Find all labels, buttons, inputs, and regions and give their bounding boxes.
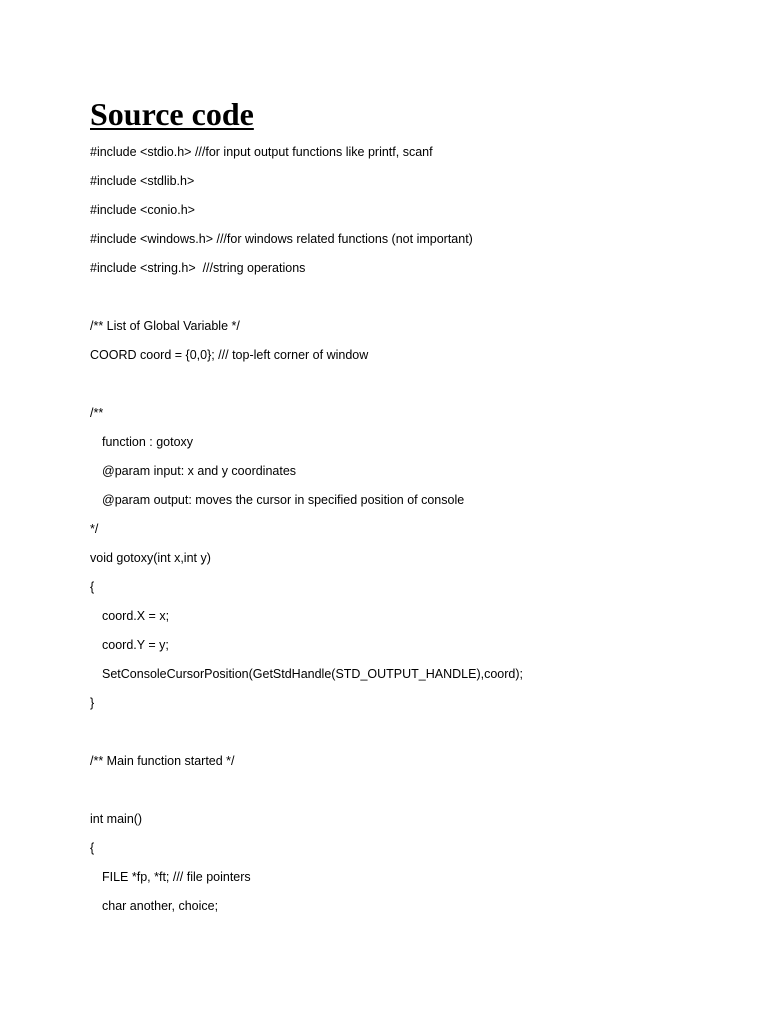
code-line: FILE *fp, *ft; /// file pointers bbox=[102, 870, 251, 884]
code-line: coord.X = x; bbox=[102, 609, 170, 623]
code-line: #include <stdlib.h> bbox=[90, 174, 195, 188]
code-line: /** Main function started */ bbox=[90, 754, 235, 768]
code-line: @param input: x and y coordinates bbox=[102, 464, 297, 478]
code-line: #include <string.h> ///string operations bbox=[90, 261, 306, 275]
blank-line bbox=[90, 718, 730, 747]
code-line: char another, choice; bbox=[102, 899, 219, 913]
blank-line bbox=[90, 776, 730, 805]
code-line: #include <stdio.h> ///for input output functions like printf, scanf bbox=[90, 145, 433, 159]
code-line: } bbox=[90, 696, 95, 710]
page-title: Source code bbox=[90, 96, 254, 132]
document-page bbox=[90, 94, 730, 921]
blank-line bbox=[90, 283, 730, 312]
code-line: #include <conio.h> bbox=[90, 203, 195, 217]
blank-line bbox=[90, 370, 730, 399]
code-line: int main() bbox=[90, 812, 143, 826]
code-line: function : gotoxy bbox=[102, 435, 194, 449]
source-code-block bbox=[90, 138, 730, 921]
code-line: @param output: moves the cursor in specified position of console bbox=[102, 493, 465, 507]
code-line: { bbox=[90, 841, 95, 855]
code-line: SetConsoleCursorPosition(GetStdHandle(STD_OUTPUT_HANDLE),coord); bbox=[102, 667, 523, 681]
code-line: coord.Y = y; bbox=[102, 638, 169, 652]
code-line: COORD coord = {0,0}; /// top-left corner of window bbox=[90, 348, 369, 362]
code-line: { bbox=[90, 580, 95, 594]
code-line: /** bbox=[90, 406, 104, 420]
code-line: */ bbox=[90, 522, 99, 536]
code-line: /** List of Global Variable */ bbox=[90, 319, 240, 333]
code-line: #include <windows.h> ///for windows related functions (not important) bbox=[90, 232, 473, 246]
code-line: void gotoxy(int x,int y) bbox=[90, 551, 211, 565]
